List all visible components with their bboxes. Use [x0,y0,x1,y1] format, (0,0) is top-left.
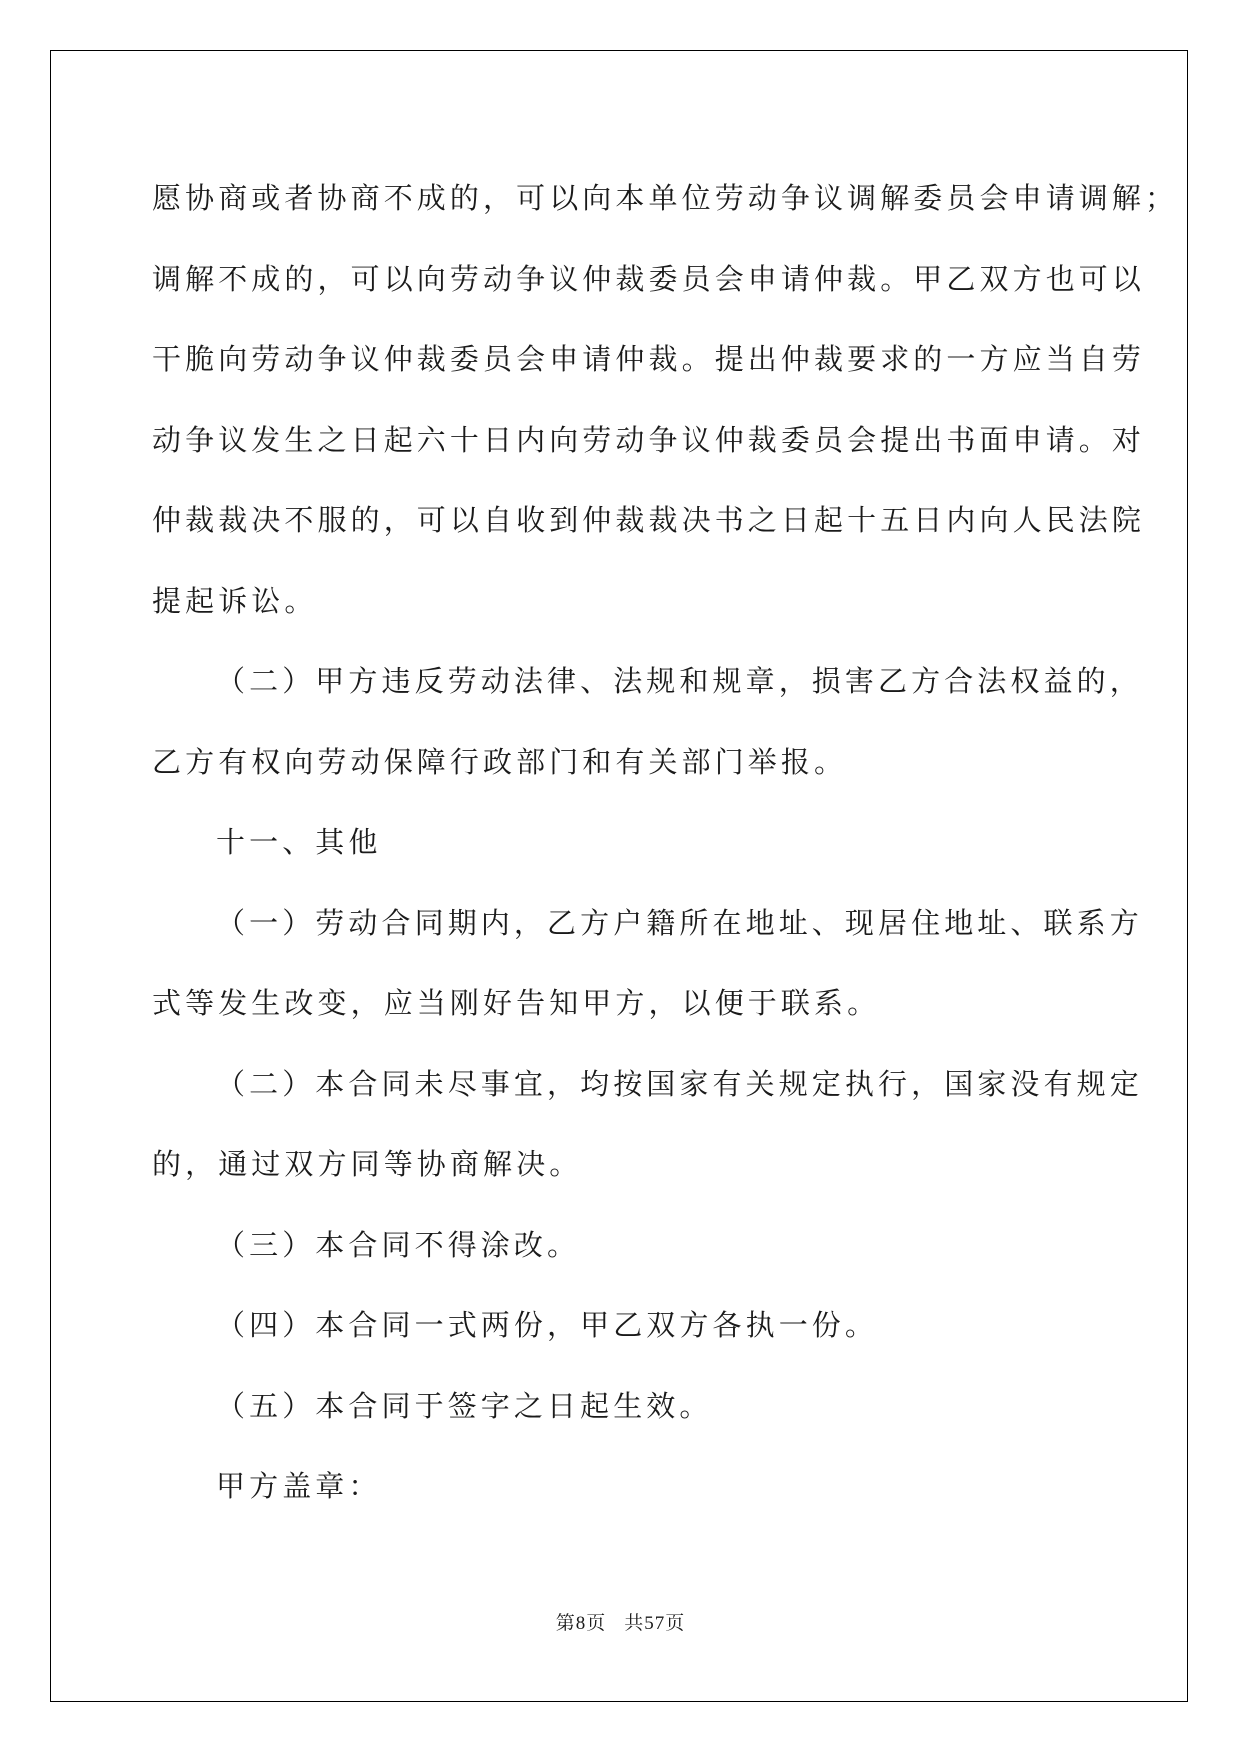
clause-3-line: （三）本合同不得涂改。 [216,1227,581,1262]
contract-body [152,158,1179,1527]
clause-2-line: （二）甲方违反劳动法律、法规和规章，损害乙方合法权益的， [216,664,1143,698]
clause-4-line: （四）本合同一式两份，甲乙双方各执一份。 [216,1308,879,1342]
paragraph-line: 愿协商或者协商不成的，可以向本单位劳动争议调解委员会申请调解； [152,181,1179,215]
paragraph-line: 乙方有权向劳动保障行政部门和有关部门举报。 [152,744,848,779]
page-footer [0,1608,1241,1635]
section-heading: 十一、其他 [216,825,382,859]
paragraph-line: 式等发生改变，应当刚好告知甲方，以便于联系。 [152,986,881,1020]
paragraph-line: 干脆向劳动争议仲裁委员会申请仲裁。提出仲裁要求的一方应当自劳 [152,342,1146,376]
paragraph-line: 提起诉讼。 [152,583,318,618]
paragraph-line: 仲裁裁决不服的，可以自收到仲裁裁决书之日起十五日内向人民法院 [152,503,1146,537]
clause-2-line: （二）本合同未尽事宜，均按国家有关规定执行，国家没有规定 [216,1066,1143,1101]
party-a-seal-label: 甲方盖章： [216,1469,382,1503]
paragraph-line: 的，通过双方同等协商解决。 [152,1147,583,1181]
clause-5-line: （五）本合同于签字之日起生效。 [216,1388,713,1423]
paragraph-line: 动争议发生之日起六十日内向劳动争议仲裁委员会提出书面申请。对 [152,422,1146,457]
page-number: 第8页 [555,1613,607,1634]
paragraph-line: 调解不成的，可以向劳动争议仲裁委员会申请仲裁。甲乙双方也可以 [152,261,1146,296]
clause-1-line: （一）劳动合同期内，乙方户籍所在地址、现居住地址、联系方 [216,905,1143,940]
page-total: 共57页 [624,1613,686,1634]
